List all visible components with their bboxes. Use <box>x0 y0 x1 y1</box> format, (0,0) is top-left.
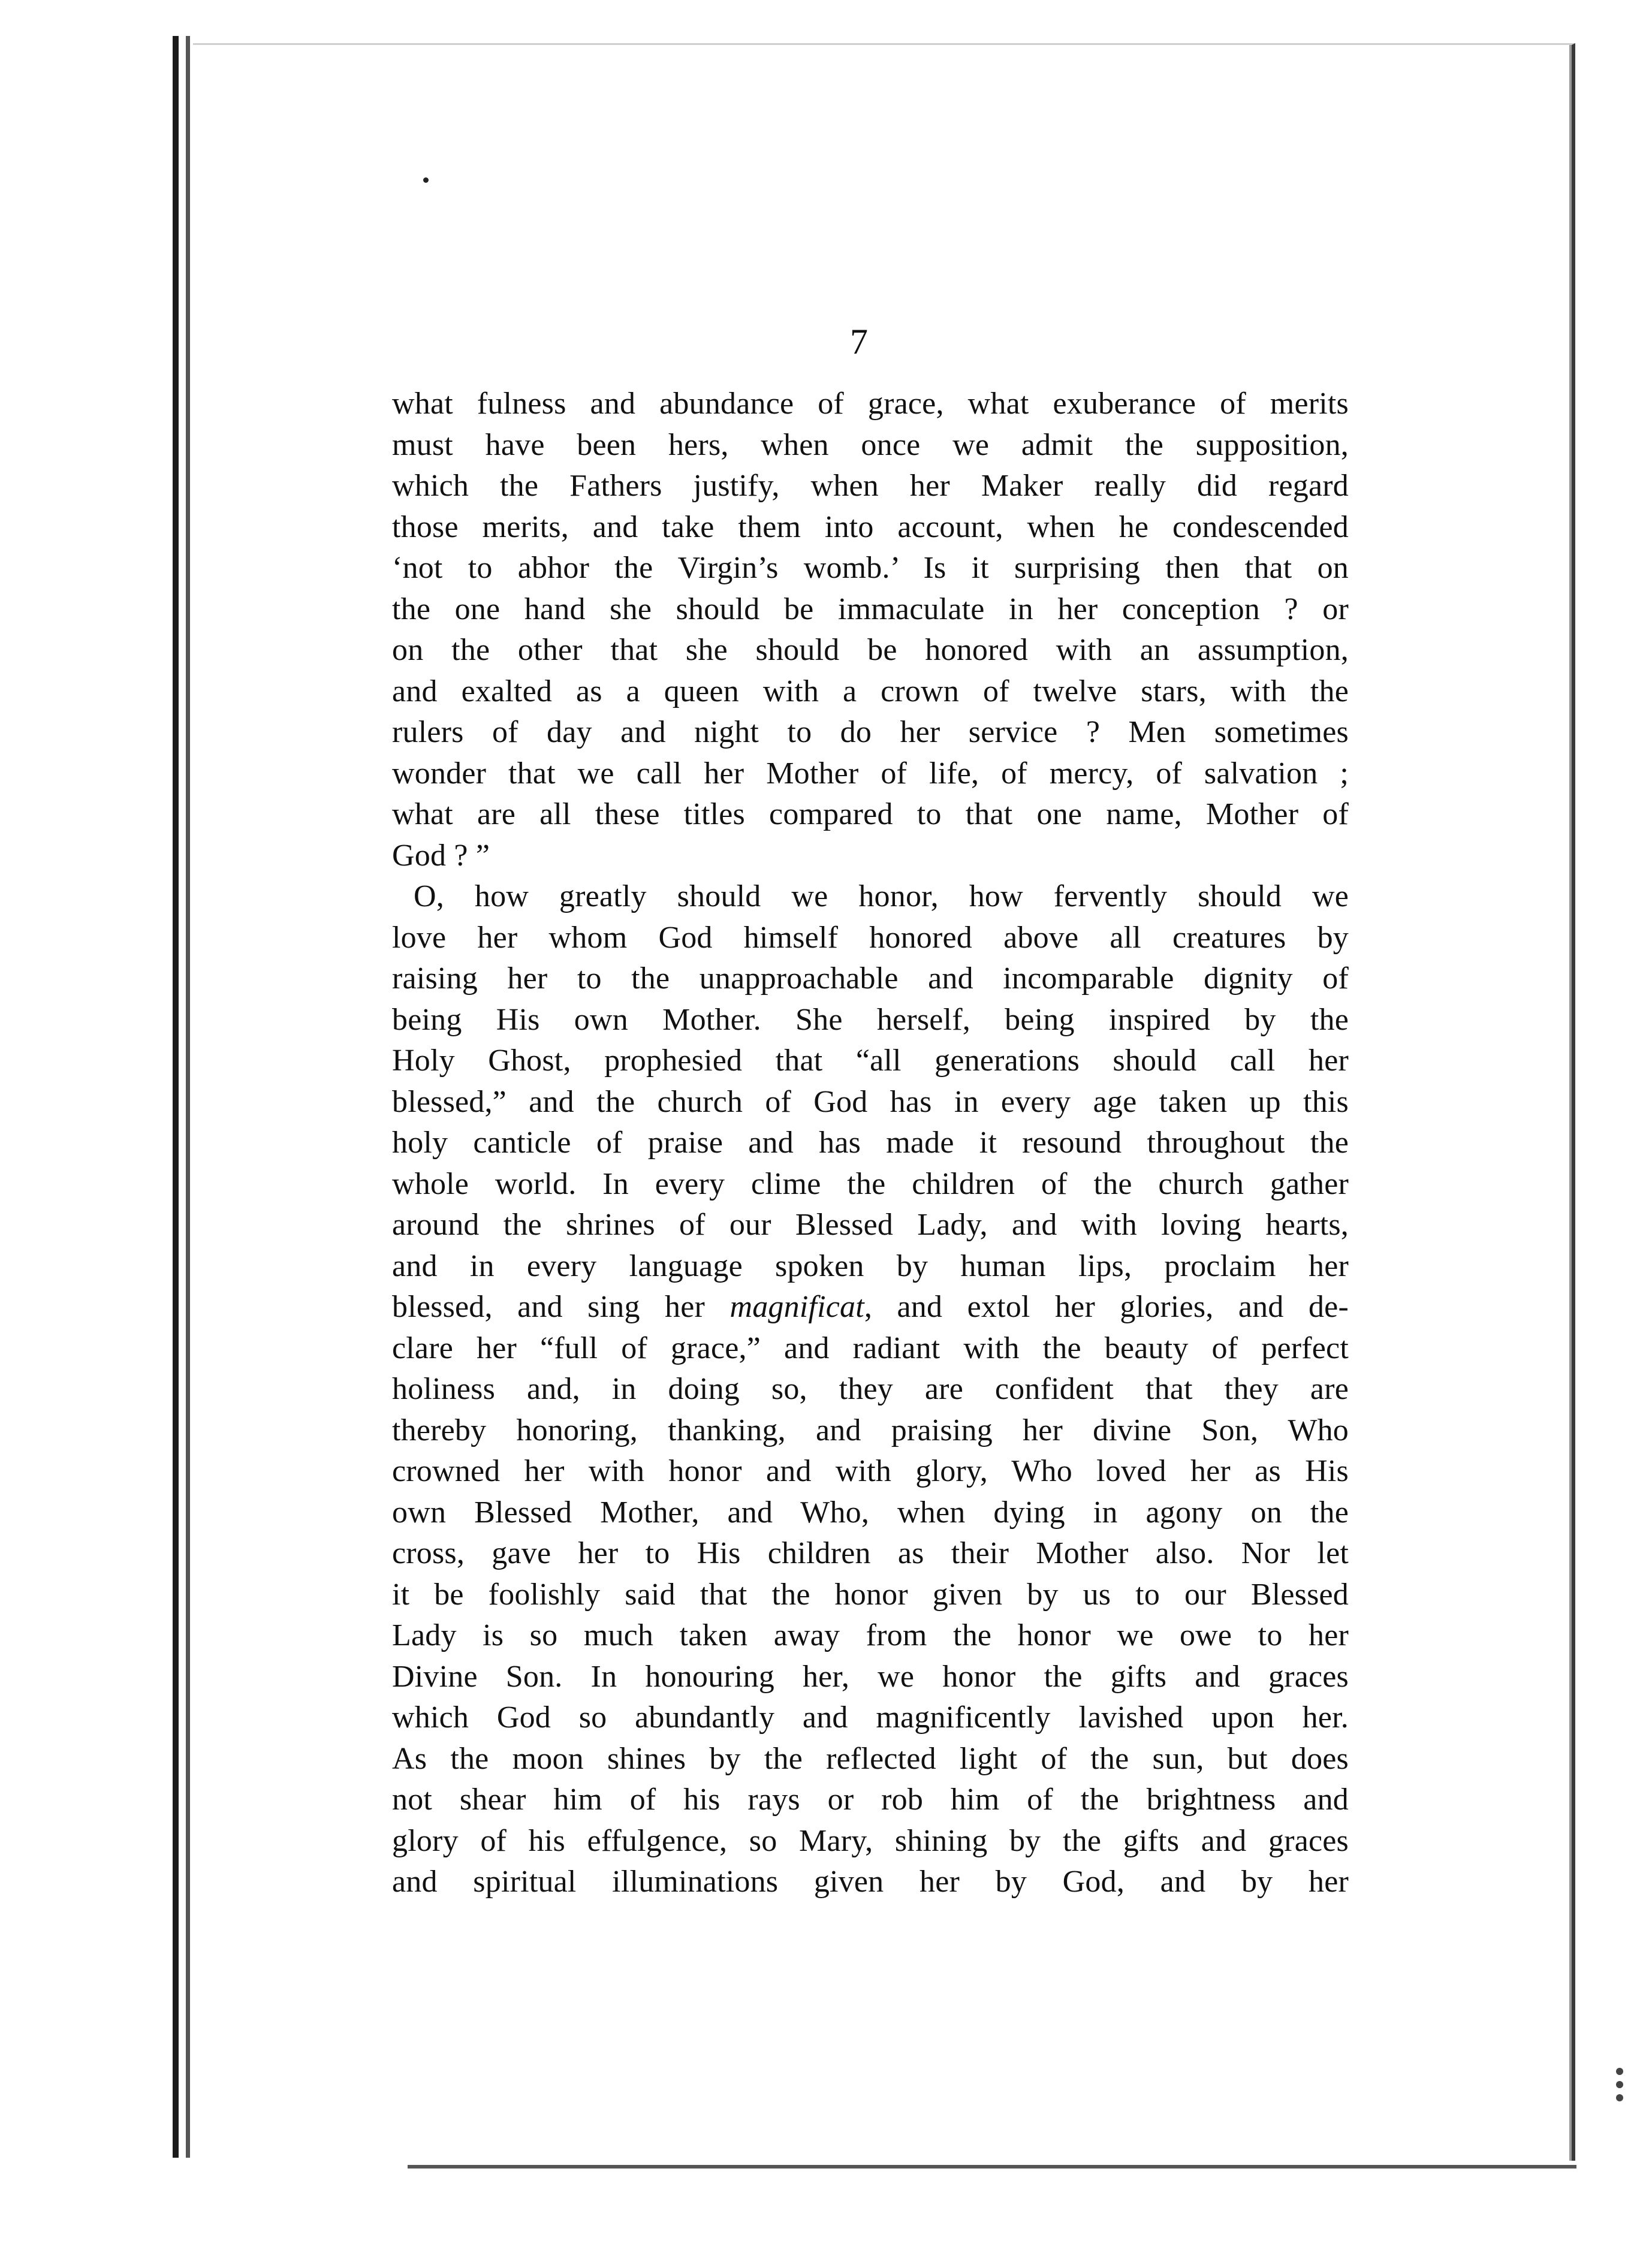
text-line: which the Fathers justify, when her Maker really did regard <box>392 469 1349 503</box>
text-line: own Blessed Mother, and Who, when dying in agony on the <box>392 1495 1349 1530</box>
text-line-with-italic <box>392 1287 1349 1328</box>
text-line: cross, gave her to His children as their Mother also. Nor let <box>392 1536 1349 1570</box>
paragraph-end-line: God ? ” <box>392 838 490 873</box>
text-line: blessed,” and the church of God has in every age taken up this <box>392 1084 1349 1119</box>
page-bottom-edge <box>408 2165 1576 2169</box>
text-line: what are all these titles compared to that one name, Mother of <box>392 797 1349 831</box>
text-line: those merits, and take them into account, when he condescended <box>392 509 1349 544</box>
text-line: holiness and, in doing so, they are confident that they are <box>392 1372 1349 1406</box>
text-line: it be foolishly said that the honor given by us to our Blessed <box>392 1577 1349 1612</box>
italic-word: magnificat <box>729 1290 864 1324</box>
text-line: Divine Son. In honouring her, we honor the gifts and graces <box>392 1659 1349 1694</box>
text-line: whole world. In every clime the children of the church gather <box>392 1166 1349 1201</box>
text-line: on the other that she should be honored with an assumption, <box>392 633 1349 667</box>
body-text <box>392 384 1349 1903</box>
binding-edge-shadow <box>186 36 190 2158</box>
scan-edge-marks <box>1616 2062 1627 2128</box>
ink-speck <box>423 177 429 183</box>
text-segment: blessed, and sing her <box>392 1290 706 1324</box>
page-number: 7 <box>850 322 868 361</box>
text-line: clare her “full of grace,” and radiant with the beauty of perfect <box>392 1331 1349 1365</box>
text-line: thereby honoring, thanking, and praising her divine Son, Who <box>392 1413 1349 1447</box>
text-line: around the shrines of our Blessed Lady, and with loving hearts, <box>392 1208 1349 1242</box>
scan-mark <box>1616 2068 1623 2075</box>
text-line: and in every language spoken by human lips, proclaim her <box>392 1248 1349 1283</box>
text-line: not shear him of his rays or rob him of the brightness and <box>392 1783 1349 1817</box>
text-line: As the moon shines by the reflected light of the sun, but does <box>392 1741 1349 1776</box>
text-line: holy canticle of praise and has made it resound throughout the <box>392 1126 1349 1160</box>
text-line: glory of his effulgence, so Mary, shining by the gifts and graces <box>392 1823 1349 1858</box>
text-line: crowned her with honor and with glory, Who loved her as His <box>392 1454 1349 1488</box>
previous-page-margin <box>0 0 180 2268</box>
binding-edge-line <box>173 36 179 2158</box>
text-line: being His own Mother. She herself, being inspired by the <box>392 1002 1349 1037</box>
text-line: ‘not to abhor the Virgin’s womb.’ Is it surprising then that on <box>392 551 1349 585</box>
text-line: and spiritual illuminations given her by God, and by her <box>392 1865 1349 1899</box>
text-line: must have been hers, when once we admit the supposition, <box>392 427 1349 462</box>
paragraph-start-line: O, how greatly should we honor, how fervently should we <box>414 879 1349 913</box>
text-line: Holy Ghost, prophesied that “all generations should call her <box>392 1043 1349 1078</box>
text-line: rulers of day and night to do her service ? Men sometimes <box>392 715 1349 749</box>
scan-mark <box>1616 2094 1623 2101</box>
scan-mark <box>1616 2081 1623 2088</box>
text-segment: , and extol her glories, and de- <box>864 1290 1349 1324</box>
text-line: the one hand she should be immaculate in her conception ? or <box>392 592 1349 626</box>
text-line: love her whom God himself honored above all creatures by <box>392 920 1349 955</box>
text-line: and exalted as a queen with a crown of twelve stars, with the <box>392 674 1349 708</box>
text-line: Lady is so much taken away from the honor we owe to her <box>392 1618 1349 1652</box>
text-line: what fulness and abundance of grace, what exuberance of merits <box>392 387 1349 421</box>
text-line: wonder that we call her Mother of life, of mercy, of salvation ; <box>392 756 1349 791</box>
text-line: which God so abundantly and magnificently lavished upon her. <box>392 1700 1349 1735</box>
text-line: raising her to the unapproachable and incomparable dignity of <box>392 961 1349 996</box>
